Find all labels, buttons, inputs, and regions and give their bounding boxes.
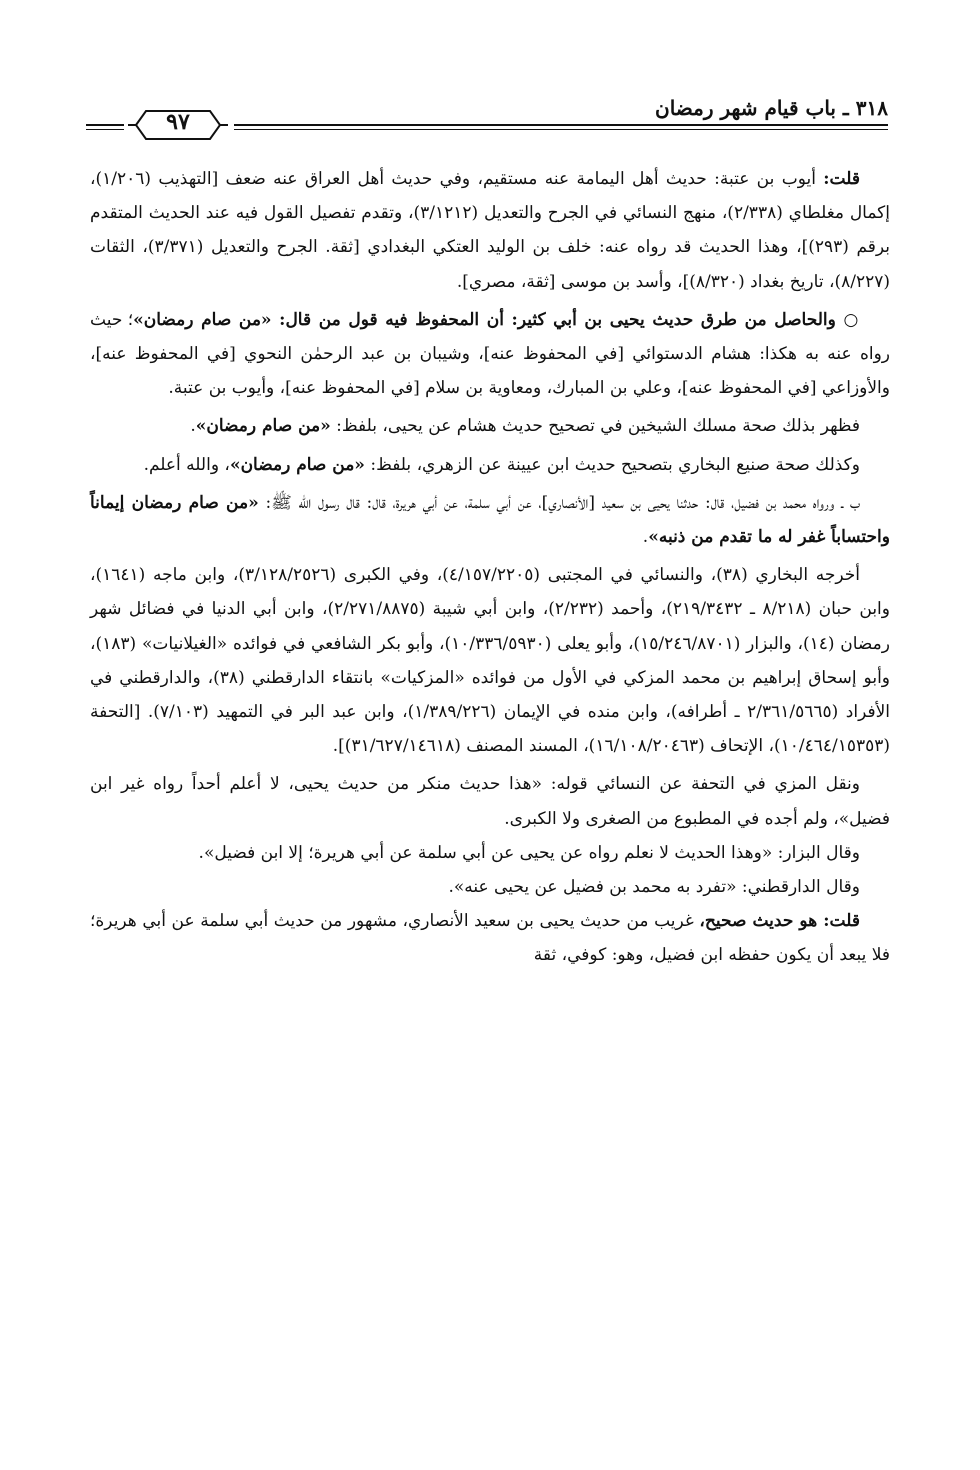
running-header: [86, 82, 888, 152]
paragraph-bold-quote: «من صام رمضان»: [195, 416, 331, 437]
paragraph-tail: .: [190, 416, 196, 437]
paragraph-10: [90, 904, 890, 972]
paragraph-lead: والحاصل من طرق حديث يحيى بن أبي كثير: أن المحفوظ فيه قول من قال: «من صام رمضان»: [133, 309, 844, 330]
paragraph-tail: .: [642, 527, 649, 548]
paragraph-8: [90, 836, 890, 870]
paragraph-text: ب ـ ورواه محمد بن فضيل، قال: حدثنا يحيى بن سعيد [الأنصاري]، عن أبي سلمة، عن أبي هريرة، قال: قال رسول الله ﷺ:: [258, 492, 860, 513]
paragraph-4: [90, 448, 890, 482]
paragraph-bold-quote: «من صام رمضان»: [229, 454, 365, 475]
header-rule: [234, 124, 888, 130]
page-number: ٩٧: [166, 109, 190, 135]
paragraph-text: وقال الدارقطني: «تفرد به محمد بن فضيل عن يحيى عنه».: [448, 877, 860, 898]
paragraph-tail: ، والله أعلم.: [143, 454, 230, 475]
paragraph-6: [90, 558, 890, 763]
paragraph-text: وقال البزار: «وهذا الحديث لا نعلم رواه عن يحيى عن أبي سلمة عن أبي هريرة؛ إلا ابن فضيل».: [198, 842, 860, 863]
paragraph-text: غريب من حديث يحيى بن سعيد الأنصاري، مشهور من حديث أبي سلمة عن أبي هريرة؛ فلا يبعد أن يكون حفظه ابن فضيل، وهو: كوفي، ثقة: [90, 911, 890, 966]
chapter-title: ٣١٨ ـ باب قيام شهر رمضان: [655, 96, 888, 120]
page-body: [90, 162, 890, 973]
bullet-circle-icon: ○: [843, 309, 860, 330]
paragraph-9: [90, 870, 890, 904]
paragraph-text: أخرجه البخاري (٣٨)، والنسائي في المجتبى (٤/١٥٧/٢٢٠٥)، وفي الكبرى (٣/١٢٨/٢٥٢٦)، وابن ماجه (١٦٤١)، وابن حبان (٨/٢١٨ ـ ٢١٩/٣٤٣٢)، وأحمد (٢/٢٣٢)، وابن أبي شيبة (٢/٢٧١/٨٨٧٥)، وابن أبي الدنيا في فضائل شهر رمضان (١٤)، والبزار (١٥/٢٤٦/٨٧٠١)، وأبو يعلى (١٠/٣٣٦/٥٩٣٠)، وأبو بكر الشافعي في فوائده «الغيلانيات» (١٨٣)، وأبو إسحاق إبراهيم بن محمد المزكي في الأول من فوائده «المزكيات» بانتقاء الدارقطني (٣٨)، والدارقطني في الأفراد (٢/٣٦١/٥٦٦٥ ـ أطرافه)، وابن منده في الإيمان (١/٣٨٩/٢٢٦)، وابن عبد البر في التمهيد (٧/١٠٣). [التحفة (١٠/٤٦٤/١٥٣٥٣)، الإتحاف (١٦/١٠٨/٢٠٤٦٣)، المسند المصنف (٣١/٦٢٧/١٤٦١٨)].: [90, 565, 891, 757]
page-number-badge: [126, 106, 230, 144]
paragraph-text: فظهر بذلك صحة مسلك الشيخين في تصحيح حديث هشام عن يحيى، بلفظ:: [330, 416, 860, 437]
paragraph-1: [90, 162, 890, 299]
header-rule-left: [86, 124, 124, 130]
paragraph-bold-quote: «من صام رمضان إيماناً واحتساباً غفر له ما تقدم من ذنبه»: [90, 492, 890, 548]
paragraph-text: ؛ حيث رواه عنه به هكذا: هشام الدستوائي [في المحفوظ عنه]، وشيبان بن عبد الرحمٰن النحوي [في المحفوظ عنه]، والأوزاعي [في المحفوظ عنه]، وعلي بن المبارك، ومعاوية بن سلام [في المحفوظ عنه]، وأيوب بن عتبة.: [90, 309, 890, 399]
paragraph-text: وكذلك صحة صنيع البخاري بتصحيح حديث ابن عيينة عن الزهري، بلفظ:: [364, 454, 860, 475]
paragraph-text: أيوب بن عتبة: حديث أهل اليمامة عنه مستقيم، وفي حديث أهل العراق عنه ضعف [التهذيب (١/٢٠٦)، إكمال مغلطاي (٢/٣٣٨)، منهج النسائي في الجرح والتعديل (٣/١٢١٢)، وتقدم تفصيل القول فيه عند الحديث المتقدم برقم (٢٩٣)]، وهذا الحديث قد رواه عنه: خلف بن الوليد العتكي البغدادي [ثقة. الجرح والتعديل (٣/٣٧١)، الثقات (٨/٢٢٧)، تاريخ بغداد (٨/٣٢٠)]، وأسد بن موسى [ثقة، مصري].: [90, 169, 891, 292]
paragraph-text: ونقل المزي في التحفة عن النسائي قوله: «هذا حديث منكر من حديث يحيى، لا أعلم أحداً رواه غير ابن فضيل»، ولم أجده في المطبوع من الصغرى ولا الكبرى.: [90, 774, 890, 829]
paragraph-lead: قلت:: [823, 169, 860, 189]
paragraph-3: [90, 409, 890, 443]
paragraph-lead: قلت: هو حديث صحيح،: [699, 911, 860, 932]
paragraph-7: [90, 767, 890, 835]
paragraph-5: [90, 486, 890, 554]
paragraph-2: [90, 303, 890, 406]
